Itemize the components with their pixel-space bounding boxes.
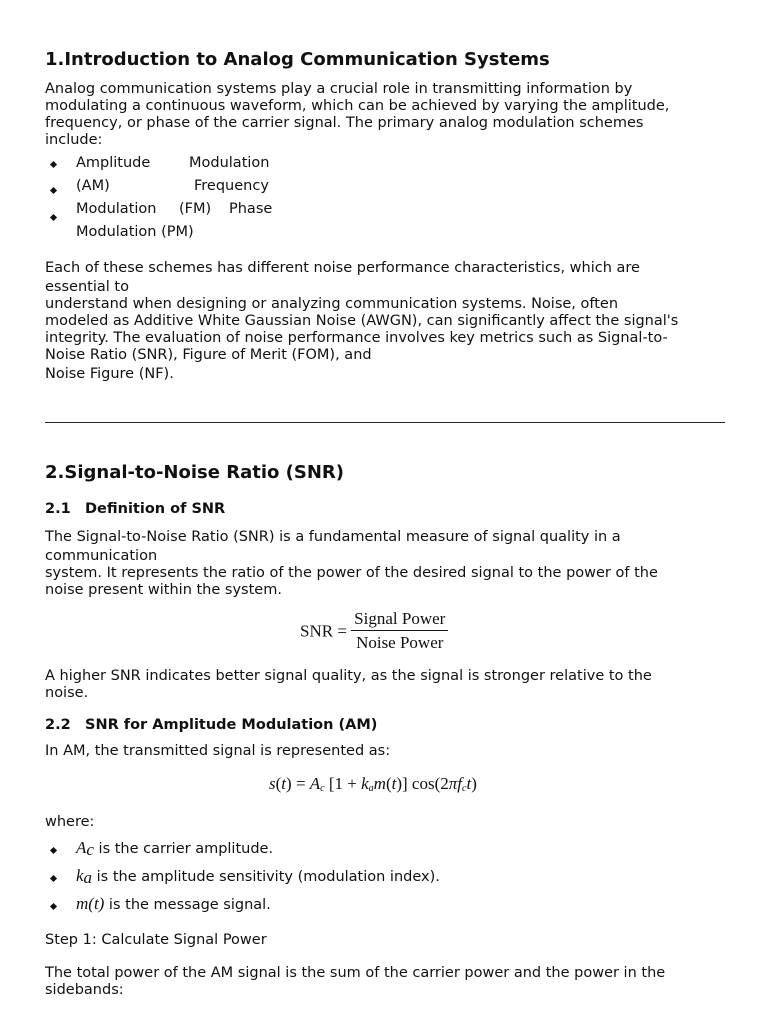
eq-symbol: A: [76, 838, 87, 857]
text-line: understand when designing or analyzing communication systems. Noise, often: [45, 296, 619, 312]
eq-symbol: m: [373, 774, 386, 793]
list-item: [76, 866, 440, 888]
eq-subscript: c: [86, 840, 94, 859]
eq-text: [1 +: [324, 774, 362, 793]
eq-subscript: a: [368, 783, 374, 794]
text-line: include:: [45, 132, 103, 148]
eq-subscript: a: [83, 868, 93, 887]
list-item-text: is the amplitude sensitivity (modulation index).: [92, 869, 440, 885]
subsection-number: 2.1: [45, 501, 71, 517]
list-word: Phase: [229, 201, 273, 217]
subsection-title: Definition of SNR: [85, 501, 226, 517]
text-line: system. It represents the ratio of the power of the desired signal to the power of the: [45, 565, 658, 581]
text-line: The Signal-to-Noise Ratio (SNR) is a fundamental measure of signal quality in a: [45, 529, 621, 545]
eq-symbol: π: [448, 774, 458, 793]
text-line: Each of these schemes has different noise performance characteristics, which are: [45, 260, 640, 276]
equation-lhs: SNR =: [300, 621, 347, 641]
list-word: Frequency: [194, 178, 269, 194]
eq-text: )] cos(2: [396, 774, 449, 793]
section-divider: [45, 422, 725, 423]
bullet-icon: [50, 161, 57, 168]
eq-symbol: m(t): [76, 894, 105, 913]
am-signal-equation: $s(t) = A_c$ $[1 + k_am(t)]$ $\cos(2\pi f_ct)$: [269, 774, 477, 794]
eq-symbol: A: [309, 774, 321, 793]
where-label: where:: [45, 814, 95, 830]
text-line: communication: [45, 548, 158, 564]
fraction-denominator: Noise Power: [356, 633, 444, 652]
subsection-heading: [45, 717, 377, 733]
eq-symbol: s: [269, 774, 276, 793]
text-line: essential to: [45, 279, 129, 295]
eq-symbol: f: [457, 774, 463, 793]
eq-symbol: t: [281, 774, 287, 793]
text-line: The total power of the AM signal is the sum of the carrier power and the power in the: [45, 965, 666, 981]
snr-equation: [300, 608, 448, 655]
intro-paragraph: [45, 81, 735, 149]
subsection-heading: [45, 501, 225, 517]
fraction: [351, 608, 448, 655]
list-item-text: is the carrier amplitude.: [93, 841, 274, 857]
bullet-icon: [50, 903, 57, 910]
text-line: Noise Figure (NF).: [45, 366, 174, 382]
eq-symbol: k: [76, 866, 84, 885]
text-line: frequency, or phase of the carrier signal. The primary analog modulation schemes: [45, 115, 644, 131]
text-line: A higher SNR indicates better signal quality, as the signal is stronger relative to the: [45, 668, 652, 684]
step-label: Step 1: Calculate Signal Power: [45, 932, 267, 948]
list-word: Amplitude: [76, 155, 151, 171]
list-item: [76, 894, 271, 914]
text-line: Noise Ratio (SNR), Figure of Merit (FOM), and: [45, 347, 372, 363]
bullet-icon: [50, 214, 57, 221]
list-word: Modulation: [76, 201, 157, 217]
section-heading: 1.Introduction to Analog Communication Systems: [45, 49, 550, 70]
eq-subscript: c: [320, 783, 325, 794]
eq-symbol: t: [391, 774, 397, 793]
text-line: noise.: [45, 685, 89, 701]
text-line: sidebands:: [45, 982, 124, 998]
section-heading: 2.Signal-to-Noise Ratio (SNR): [45, 462, 344, 483]
eq-symbol: t: [466, 774, 472, 793]
bullet-icon: [50, 875, 57, 882]
text-line: modeled as Additive White Gaussian Noise (AWGN), can significantly affect the signal's: [45, 313, 679, 329]
bullet-icon: [50, 187, 57, 194]
am-intro-text: In AM, the transmitted signal is represented as:: [45, 743, 391, 759]
eq-symbol: k: [361, 774, 369, 793]
subsection-number: 2.2: [45, 717, 71, 733]
text-line: modulating a continuous waveform, which can be achieved by varying the amplitude,: [45, 98, 670, 114]
text-line: noise present within the system.: [45, 582, 282, 598]
fraction-numerator: Signal Power: [351, 608, 448, 631]
list-word: (FM): [179, 201, 212, 217]
list-word: Modulation (PM): [76, 224, 194, 240]
text-line: integrity. The evaluation of noise performance involves key metrics such as Signal-to-: [45, 330, 668, 346]
eq-text: ): [471, 774, 477, 793]
list-item: [76, 838, 273, 860]
subsection-title: SNR for Amplitude Modulation (AM): [85, 717, 378, 733]
bullet-icon: [50, 847, 57, 854]
text-line: Analog communication systems play a crucial role in transmitting information by: [45, 81, 633, 97]
list-word: Modulation: [189, 155, 270, 171]
list-item-text: is the message signal.: [104, 897, 271, 913]
eq-subscript: c: [462, 783, 467, 794]
eq-text: ) =: [286, 774, 310, 793]
list-word: (AM): [76, 178, 110, 194]
